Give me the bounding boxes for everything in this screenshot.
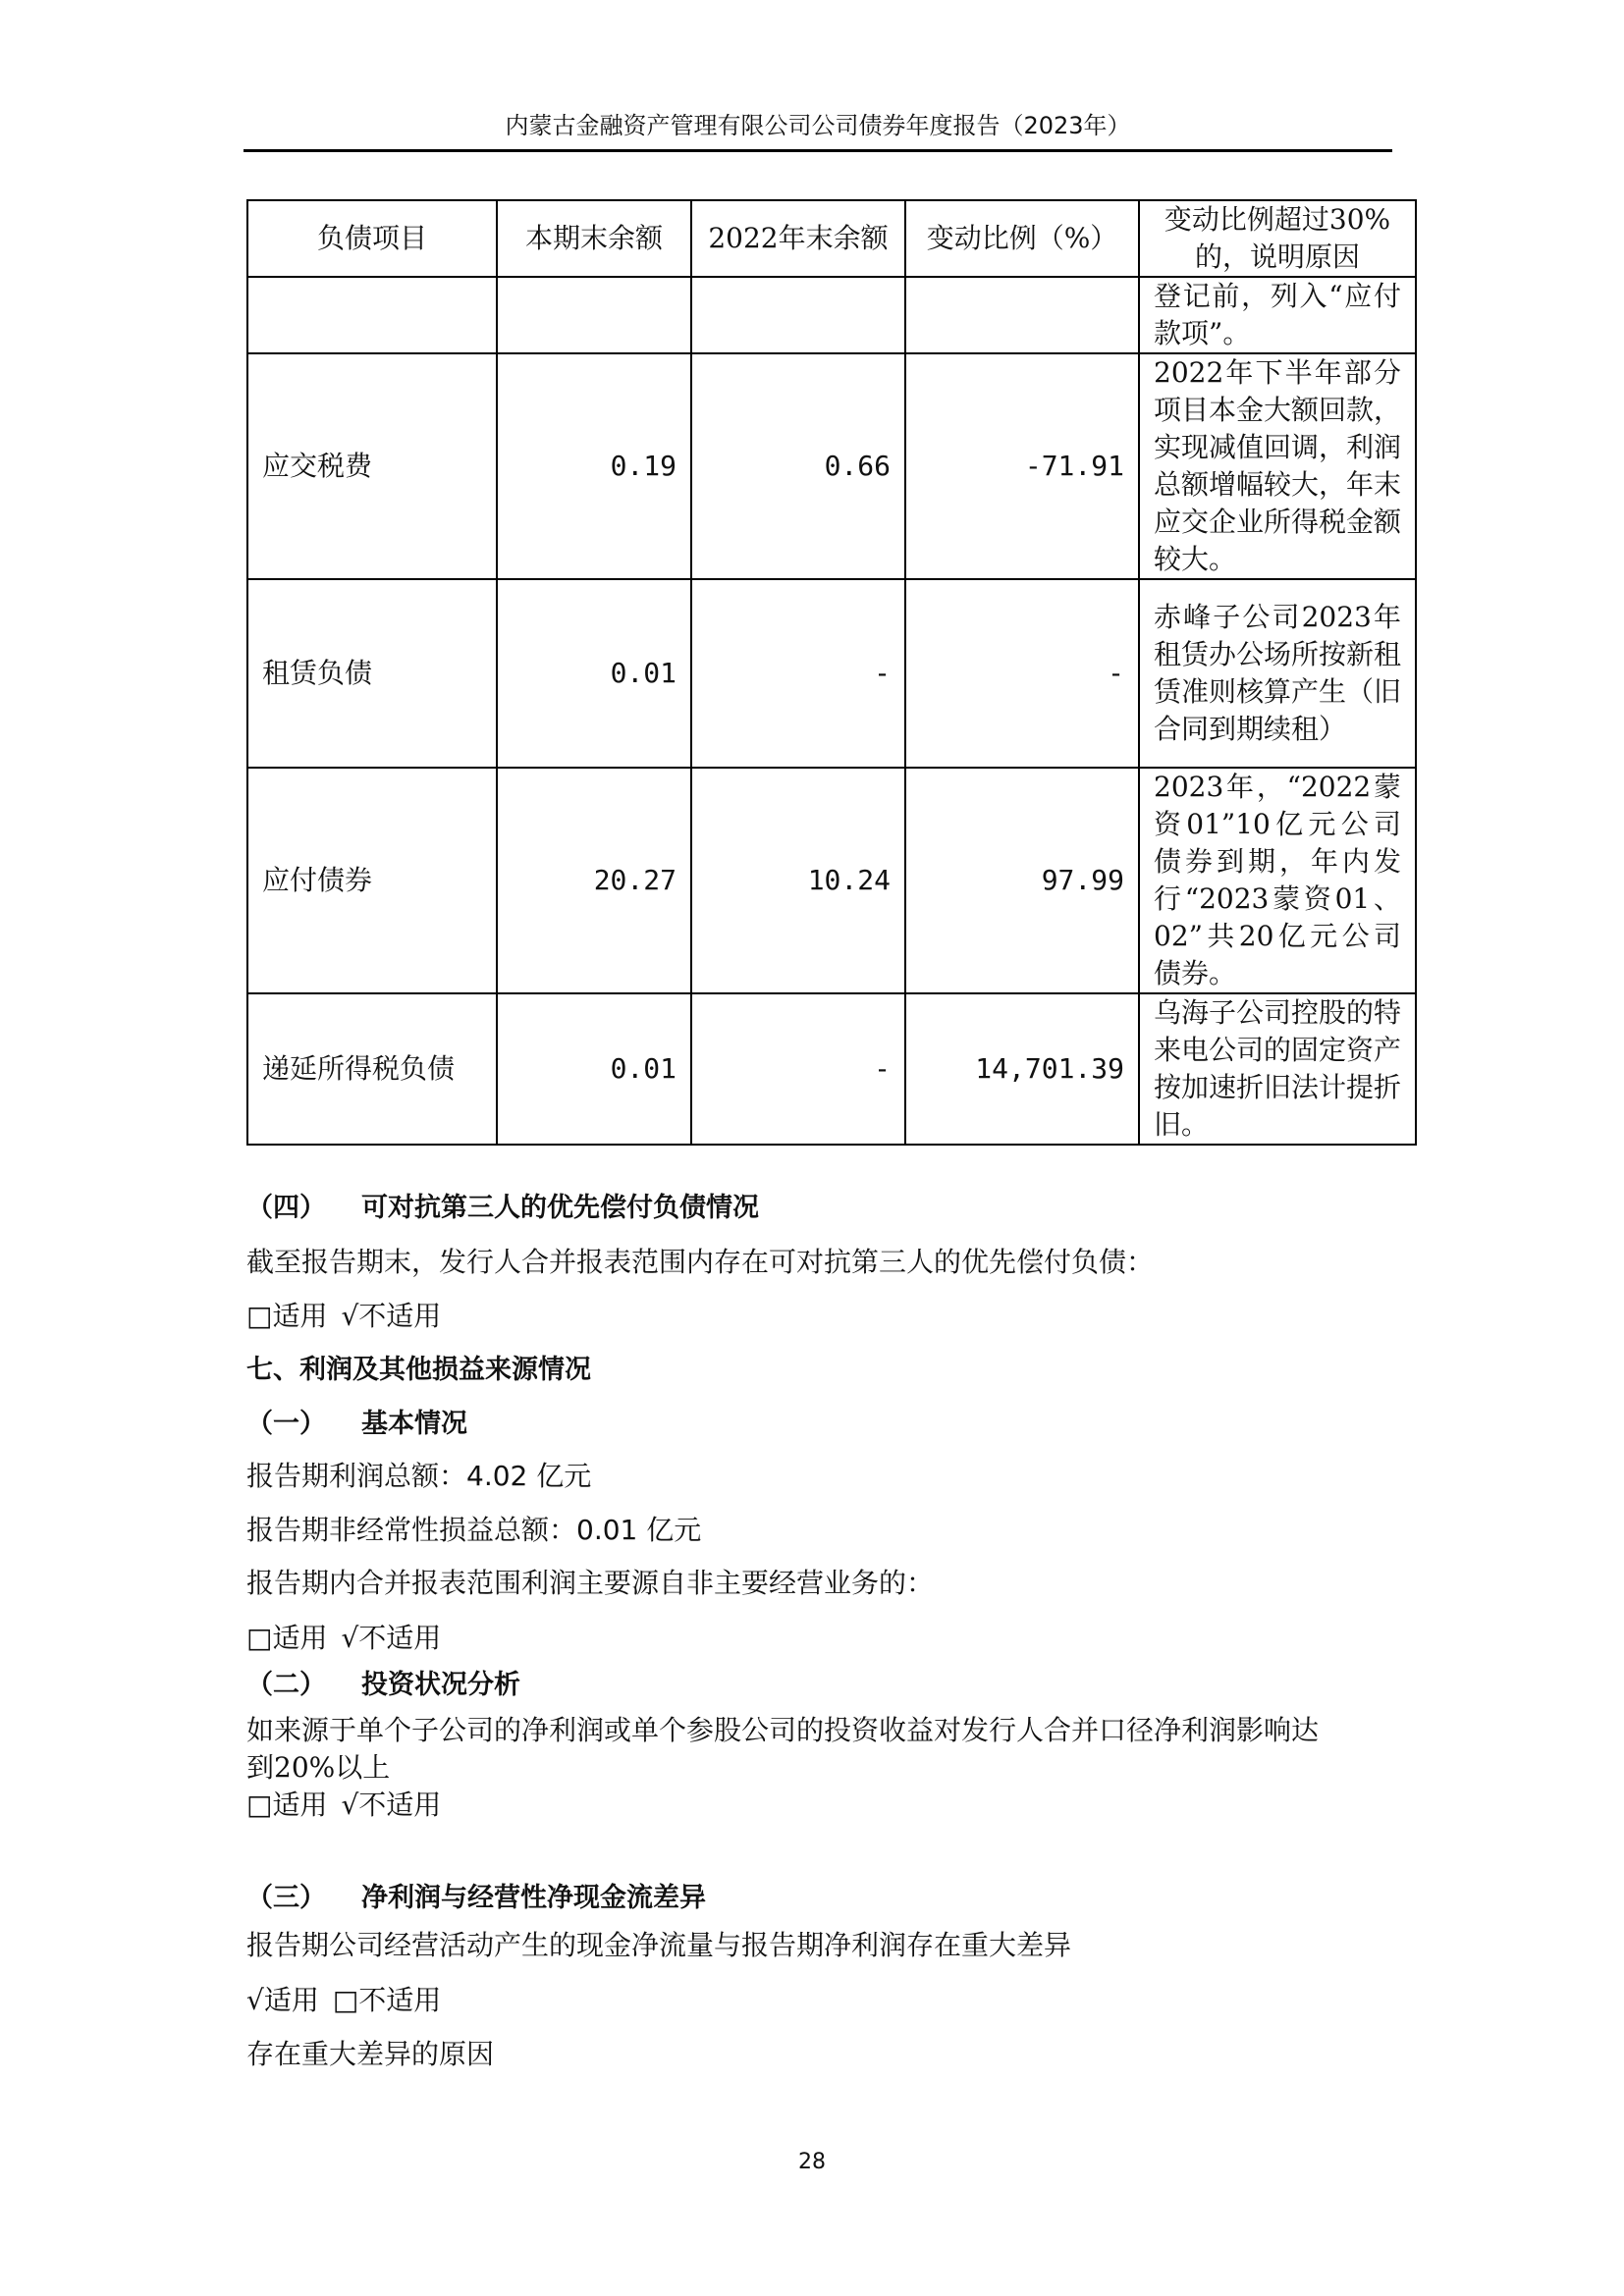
table-row [247, 353, 1416, 579]
cashflow-diff-text: 报告期公司经营活动产生的现金净流量与报告期净利润存在重大差异 [246, 1929, 1072, 1961]
diff-reason-heading: 存在重大差异的原因 [246, 2038, 495, 2070]
section-7-3-number: （三） [246, 1883, 326, 1913]
table-row [247, 579, 1416, 768]
cell-prior: 10.24 [691, 768, 905, 993]
nonrecurring-value: 0.01 [576, 1514, 638, 1546]
liabilities-table [246, 199, 1417, 1146]
cell-current: 0.01 [497, 579, 691, 768]
col-header-current: 本期末余额 [497, 200, 691, 277]
option-not-applicable: √不适用 [341, 1300, 442, 1332]
section-7-2-title: 投资状况分析 [361, 1670, 520, 1700]
section-7-3-title: 净利润与经营性净现金流差异 [361, 1883, 706, 1913]
section-7-heading: 七、利润及其他损益来源情况 [246, 1355, 591, 1385]
table-row [247, 768, 1416, 993]
cell-prior: - [691, 579, 905, 768]
report-header: 内蒙古金融资产管理有限公司公司债券年度报告（2023年） [505, 112, 1131, 139]
cell-current: 0.19 [497, 353, 691, 579]
page-number: 28 [798, 2150, 826, 2174]
section-4-title: 可对抗第三人的优先偿付负债情况 [361, 1193, 759, 1223]
section-4-heading [246, 1190, 759, 1227]
nonrecurring-line [246, 1512, 701, 1549]
cell-change [905, 277, 1139, 353]
cell-current: 20.27 [497, 768, 691, 993]
section-4-options [246, 1298, 441, 1335]
section-7-2-options [246, 1787, 441, 1824]
cell-change: - [905, 579, 1139, 768]
col-header-reason: 变动比例超过30%的，说明原因 [1139, 200, 1416, 277]
cell-reason: 2022年下半年部分项目本金大额回款，实现减值回调，利润总额增幅较大，年末应交企业所得税金额较大。 [1139, 353, 1416, 579]
cell-prior: - [691, 993, 905, 1145]
cell-change: 14,701.39 [905, 993, 1139, 1145]
total-profit-unit: 亿元 [536, 1460, 592, 1492]
cell-reason: 乌海子公司控股的特来电公司的固定资产按加速折旧法计提折旧。 [1139, 993, 1416, 1145]
cell-current [497, 277, 691, 353]
option-applicable: □适用 [246, 1622, 328, 1654]
total-profit-value: 4.02 [466, 1460, 528, 1492]
section-7-1-number: （一） [246, 1409, 326, 1439]
section-7-1-title: 基本情况 [361, 1409, 467, 1439]
section-7-1-heading [246, 1406, 467, 1443]
section-4-number: （四） [246, 1193, 326, 1223]
cell-prior [691, 277, 905, 353]
total-profit-line [246, 1458, 591, 1495]
cell-reason: 2023年，“2022蒙资01”10亿元公司债券到期，年内发行“2023蒙资01、02”共20亿元公司债券。 [1139, 768, 1416, 993]
cell-reason: 赤峰子公司2023年租赁办公场所按新租赁准则核算产生（旧合同到期续租） [1139, 579, 1416, 768]
option-applicable: √适用 [246, 1984, 319, 2016]
section-7-1-options [246, 1620, 441, 1657]
cell-item [247, 277, 497, 353]
cell-prior: 0.66 [691, 353, 905, 579]
nonrecurring-unit: 亿元 [646, 1514, 702, 1546]
option-not-applicable: √不适用 [341, 1622, 442, 1654]
option-not-applicable: □不适用 [332, 1984, 442, 2016]
cell-change: 97.99 [905, 768, 1139, 993]
section-7-3-heading [246, 1880, 706, 1917]
col-header-change: 变动比例（%） [905, 200, 1139, 277]
col-header-prior: 2022年末余额 [691, 200, 905, 277]
main-source-text: 报告期内合并报表范围利润主要源自非主要经营业务的： [246, 1567, 935, 1599]
option-not-applicable: √不适用 [341, 1789, 442, 1821]
cell-current: 0.01 [497, 993, 691, 1145]
section-7-3-options [246, 1982, 441, 2019]
section-7-2-heading [246, 1667, 520, 1704]
section-7-2-number: （二） [246, 1670, 326, 1700]
cell-item: 应交税费 [247, 353, 497, 579]
table-row [247, 277, 1416, 353]
section-4-desc: 截至报告期末，发行人合并报表范围内存在可对抗第三人的优先偿付负债： [246, 1246, 1155, 1278]
option-applicable: □适用 [246, 1789, 328, 1821]
cell-item: 递延所得税负债 [247, 993, 497, 1145]
option-applicable: □适用 [246, 1300, 328, 1332]
table-header-row [247, 200, 1416, 277]
cell-item: 应付债券 [247, 768, 497, 993]
cell-reason: 登记前，列入“应付款项”。 [1139, 277, 1416, 353]
cell-item: 租赁负债 [247, 579, 497, 768]
investment-text-line2: 到20%以上 [246, 1751, 391, 1784]
total-profit-label: 报告期利润总额： [246, 1460, 467, 1492]
table-row [247, 993, 1416, 1145]
header-divider [244, 149, 1392, 152]
investment-text-line1: 如来源于单个子公司的净利润或单个参股公司的投资收益对发行人合并口径净利润影响达 [246, 1714, 1320, 1746]
nonrecurring-label: 报告期非经常性损益总额： [246, 1514, 577, 1546]
col-header-item: 负债项目 [247, 200, 497, 277]
cell-change: -71.91 [905, 353, 1139, 579]
